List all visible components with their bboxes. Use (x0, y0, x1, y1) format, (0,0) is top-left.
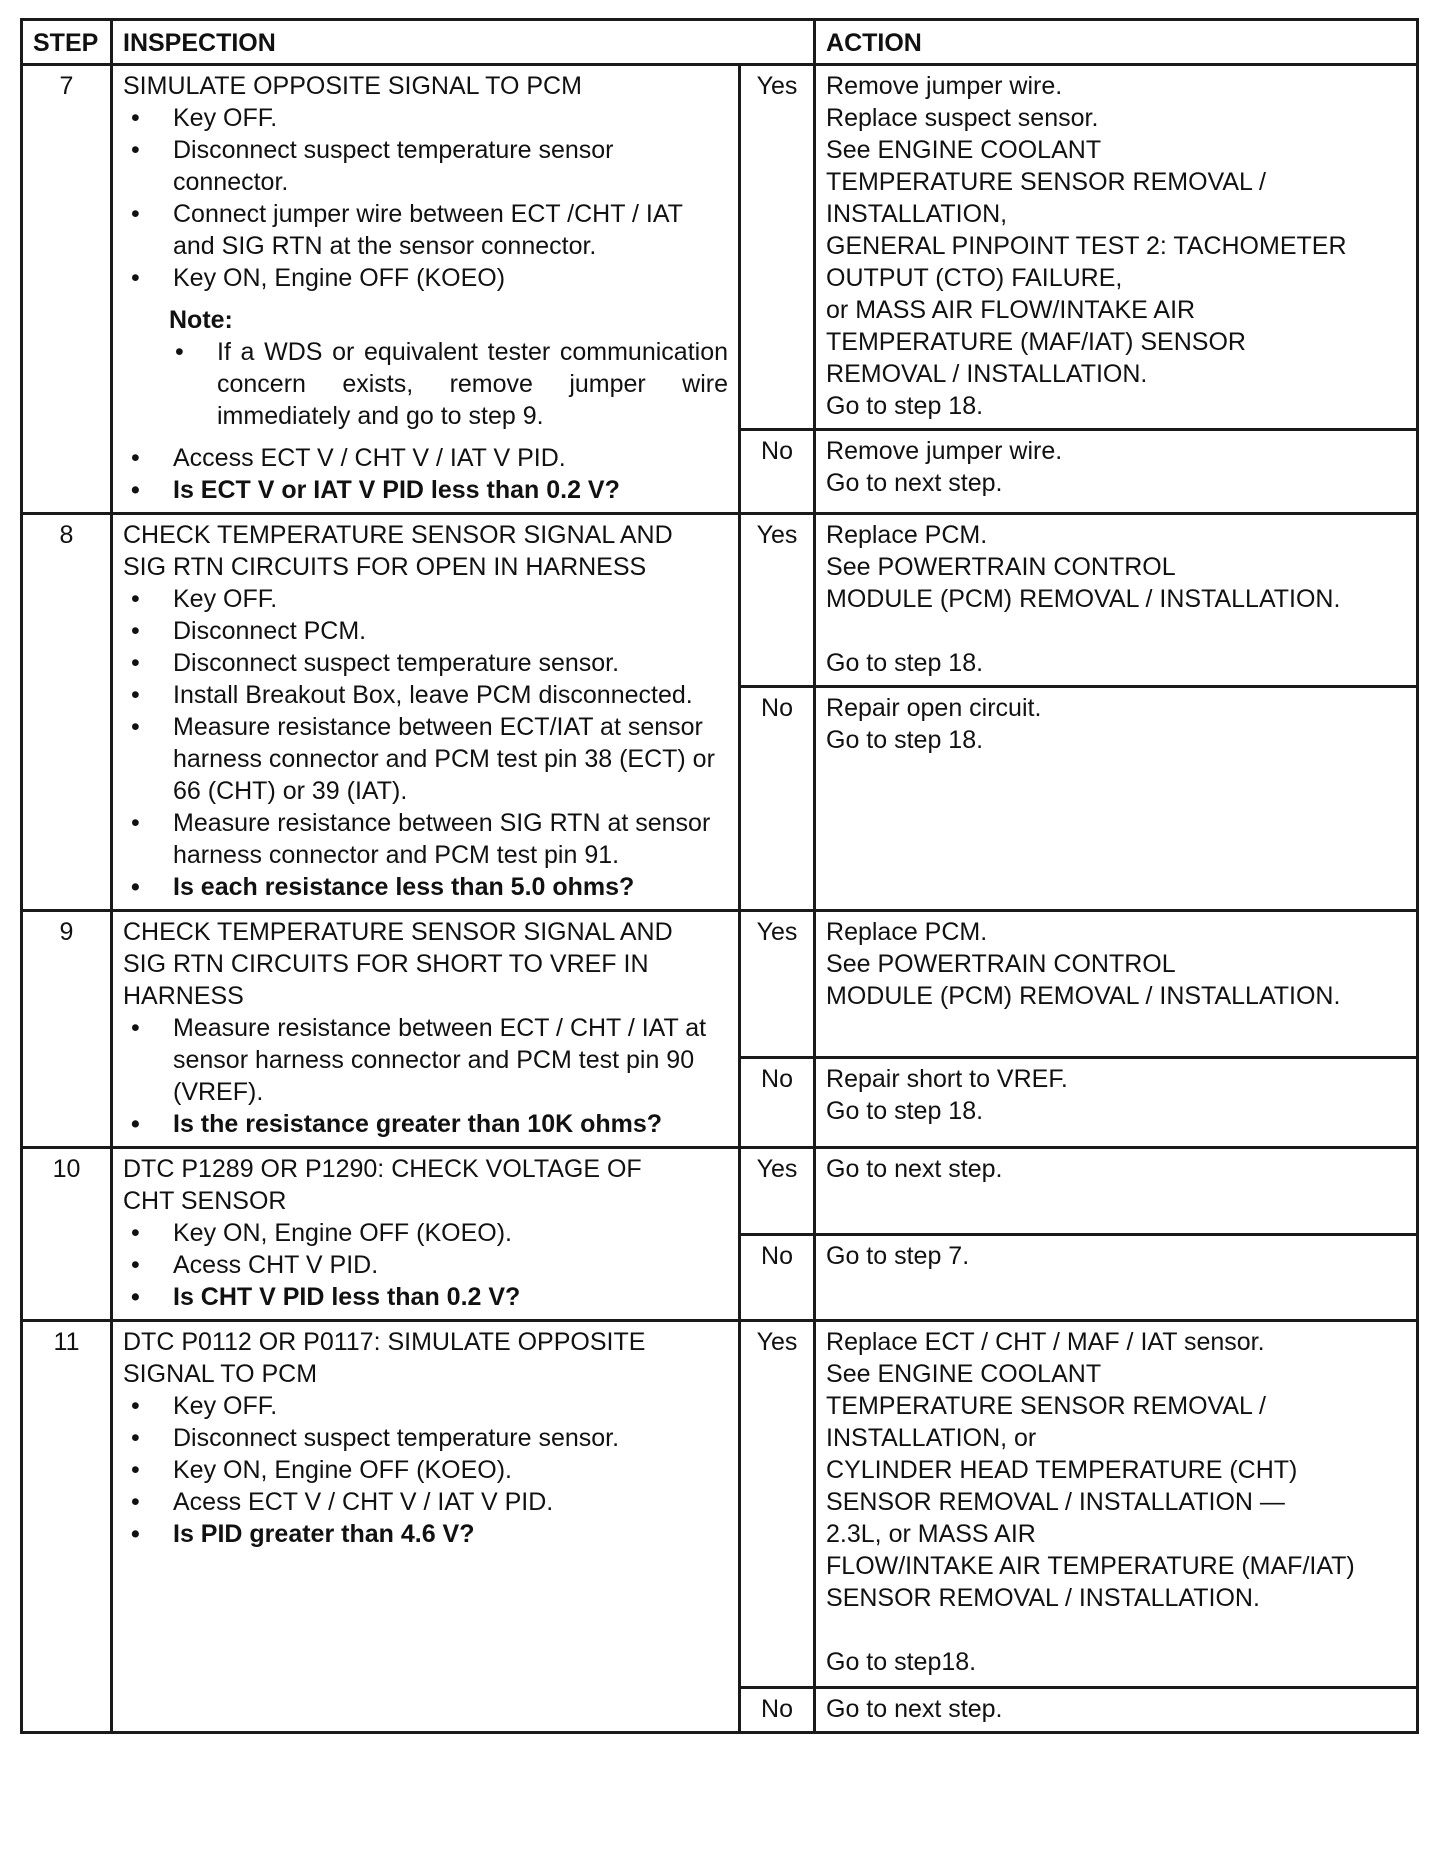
yes-action (815, 1321, 1418, 1688)
action-line: Replace PCM. (826, 521, 988, 549)
pinpoint-test-table (20, 18, 1419, 1734)
bullet-item: • Measure resistance between ECT/IAT at sensor harness connector and PCM test pin 38 (ECT) or 66 (CHT) or 39 (IAT). (123, 711, 728, 807)
action-line: Go to next step. (826, 1155, 1003, 1183)
bullet-item: • Disconnect suspect temperature sensor. (123, 647, 728, 679)
bullet-item: • Disconnect suspect temperature sensor. (123, 1422, 728, 1454)
step-number: 10 (22, 1148, 112, 1321)
yes-label: Yes (740, 1148, 815, 1235)
yes-action (815, 1148, 1418, 1235)
bullet-item: • Key ON, Engine OFF (KOEO). (123, 1217, 728, 1249)
question-item: • Is CHT V PID less than 0.2 V? (123, 1281, 728, 1313)
yes-label: Yes (740, 1321, 815, 1688)
action-line: Replace PCM. (826, 918, 988, 946)
step-title: CHECK TEMPERATURE SENSOR SIGNAL AND (123, 521, 673, 549)
step-column-header: STEP (22, 20, 112, 65)
action-line: Replace suspect sensor. (826, 104, 1099, 132)
step-9-yes-row (22, 911, 1418, 1058)
bullet-list (123, 1012, 728, 1140)
question-item: • Is each resistance less than 5.0 ohms? (123, 871, 728, 903)
bullet-item: • Acess ECT V / CHT V / IAT V PID. (123, 1486, 728, 1518)
action-line: TEMPERATURE SENSOR REMOVAL / (826, 1392, 1266, 1420)
no-label: No (740, 1688, 815, 1733)
bullet-item: • Measure resistance between ECT / CHT / IAT at sensor harness connector and PCM test pin 90 (VREF). (123, 1012, 728, 1108)
note-item: • If a WDS or equivalent tester communication concern exists, remove jumper wire immediately and go to step 9. (169, 336, 728, 432)
action-line: CYLINDER HEAD TEMPERATURE (CHT) (826, 1456, 1298, 1484)
step-9-inspection (112, 911, 740, 1148)
step-title: SIG RTN CIRCUITS FOR OPEN IN HARNESS (123, 553, 647, 581)
action-line: or MASS AIR FLOW/INTAKE AIR (826, 296, 1196, 324)
bullet-item: • Measure resistance between SIG RTN at sensor harness connector and PCM test pin 91. (123, 807, 728, 871)
action-line: See POWERTRAIN CONTROL (826, 950, 1176, 978)
step-10-inspection (112, 1148, 740, 1321)
bullet-list (123, 1390, 728, 1550)
step-8-inspection (112, 514, 740, 911)
yes-action (815, 65, 1418, 430)
action-line: Go to next step. (826, 469, 1003, 497)
step-title: DTC P1289 OR P1290: CHECK VOLTAGE OF (123, 1155, 642, 1183)
bullet-item: • Key OFF. (123, 1390, 728, 1422)
diagnostic-document (20, 18, 1416, 1734)
step-title: SIMULATE OPPOSITE SIGNAL TO PCM (123, 72, 582, 100)
bullet-list (123, 1217, 728, 1313)
bullet-item: • Access ECT V / CHT V / IAT V PID. (123, 442, 728, 474)
no-label: No (740, 1058, 815, 1148)
step-title: SIGNAL TO PCM (123, 1360, 318, 1388)
bullet-item: • Disconnect suspect temperature sensor connector. (123, 134, 728, 198)
bullet-item: • Key ON, Engine OFF (KOEO). (123, 1454, 728, 1486)
yes-action (815, 911, 1418, 1058)
no-label: No (740, 687, 815, 911)
question-item: • Is the resistance greater than 10K ohms? (123, 1108, 728, 1140)
step-7-yes-row (22, 65, 1418, 430)
bullet-item: • Key OFF. (123, 583, 728, 615)
no-action (815, 1234, 1418, 1321)
action-line: MODULE (PCM) REMOVAL / INSTALLATION. (826, 585, 1341, 613)
step-7-inspection (112, 65, 740, 514)
action-line: MODULE (PCM) REMOVAL / INSTALLATION. (826, 982, 1341, 1010)
yes-label: Yes (740, 65, 815, 430)
action-line: GENERAL PINPOINT TEST 2: TACHOMETER (826, 232, 1347, 260)
no-label: No (740, 1234, 815, 1321)
step-number: 9 (22, 911, 112, 1148)
action-line: Replace ECT / CHT / MAF / IAT sensor. (826, 1328, 1265, 1356)
action-line: Go to step 18. (826, 1097, 984, 1125)
note-list (169, 336, 728, 432)
action-column-header: ACTION (815, 20, 1418, 65)
note-title: Note: (169, 306, 233, 334)
action-line: OUTPUT (CTO) FAILURE, (826, 264, 1123, 292)
no-action (815, 1688, 1418, 1733)
bullet-list (123, 442, 728, 506)
action-line: Repair short to VREF. (826, 1065, 1068, 1093)
action-line: INSTALLATION, (826, 200, 1008, 228)
action-line: INSTALLATION, or (826, 1424, 1037, 1452)
bullet-item: • Connect jumper wire between ECT /CHT / IAT and SIG RTN at the sensor connector. (123, 198, 728, 262)
action-line: Go to step 18. (826, 649, 984, 677)
step-title: HARNESS (123, 982, 244, 1010)
action-line: FLOW/INTAKE AIR TEMPERATURE (MAF/IAT) (826, 1552, 1355, 1580)
yes-action (815, 514, 1418, 687)
step-number: 11 (22, 1321, 112, 1733)
step-11-yes-row (22, 1321, 1418, 1688)
step-10-yes-row (22, 1148, 1418, 1235)
step-title: CHT SENSOR (123, 1187, 287, 1215)
action-line: See ENGINE COOLANT (826, 1360, 1102, 1388)
action-line: SENSOR REMOVAL / INSTALLATION — (826, 1488, 1285, 1516)
step-title: SIG RTN CIRCUITS FOR SHORT TO VREF IN (123, 950, 649, 978)
action-line: See ENGINE COOLANT (826, 136, 1102, 164)
question-item: • Is ECT V or IAT V PID less than 0.2 V? (123, 474, 728, 506)
action-line: Remove jumper wire. (826, 437, 1063, 465)
note-block (169, 304, 728, 432)
action-line: SENSOR REMOVAL / INSTALLATION. (826, 1584, 1260, 1612)
action-line: See POWERTRAIN CONTROL (826, 553, 1176, 581)
yes-label: Yes (740, 911, 815, 1058)
header-row (22, 20, 1418, 65)
no-label: No (740, 430, 815, 514)
action-line: TEMPERATURE (MAF/IAT) SENSOR (826, 328, 1246, 356)
yes-label: Yes (740, 514, 815, 687)
step-number: 7 (22, 65, 112, 514)
action-line: Go to next step. (826, 1695, 1003, 1723)
bullet-list (123, 583, 728, 903)
step-title: DTC P0112 OR P0117: SIMULATE OPPOSITE (123, 1328, 646, 1356)
no-action (815, 1058, 1418, 1148)
step-8-yes-row (22, 514, 1418, 687)
action-line: Remove jumper wire. (826, 72, 1063, 100)
bullet-item: • Key ON, Engine OFF (KOEO) (123, 262, 728, 294)
action-line: Repair open circuit. (826, 694, 1042, 722)
bullet-list (123, 102, 728, 294)
action-line: Go to step 18. (826, 726, 984, 754)
bullet-item: • Install Breakout Box, leave PCM disconnected. (123, 679, 728, 711)
action-line: Go to step 7. (826, 1241, 970, 1270)
bullet-item: • Acess CHT V PID. (123, 1249, 728, 1281)
question-item: • Is PID greater than 4.6 V? (123, 1518, 728, 1550)
no-action (815, 687, 1418, 911)
action-line: TEMPERATURE SENSOR REMOVAL / (826, 168, 1266, 196)
action-line: Go to step 18. (826, 392, 984, 420)
inspection-column-header: INSPECTION (112, 20, 815, 65)
step-number: 8 (22, 514, 112, 911)
bullet-item: • Disconnect PCM. (123, 615, 728, 647)
step-title: CHECK TEMPERATURE SENSOR SIGNAL AND (123, 918, 673, 946)
step-11-inspection (112, 1321, 740, 1733)
bullet-item: • Key OFF. (123, 102, 728, 134)
action-line: Go to step18. (826, 1648, 977, 1676)
action-line: REMOVAL / INSTALLATION. (826, 360, 1148, 388)
action-line: 2.3L, or MASS AIR (826, 1520, 1036, 1548)
no-action (815, 430, 1418, 514)
